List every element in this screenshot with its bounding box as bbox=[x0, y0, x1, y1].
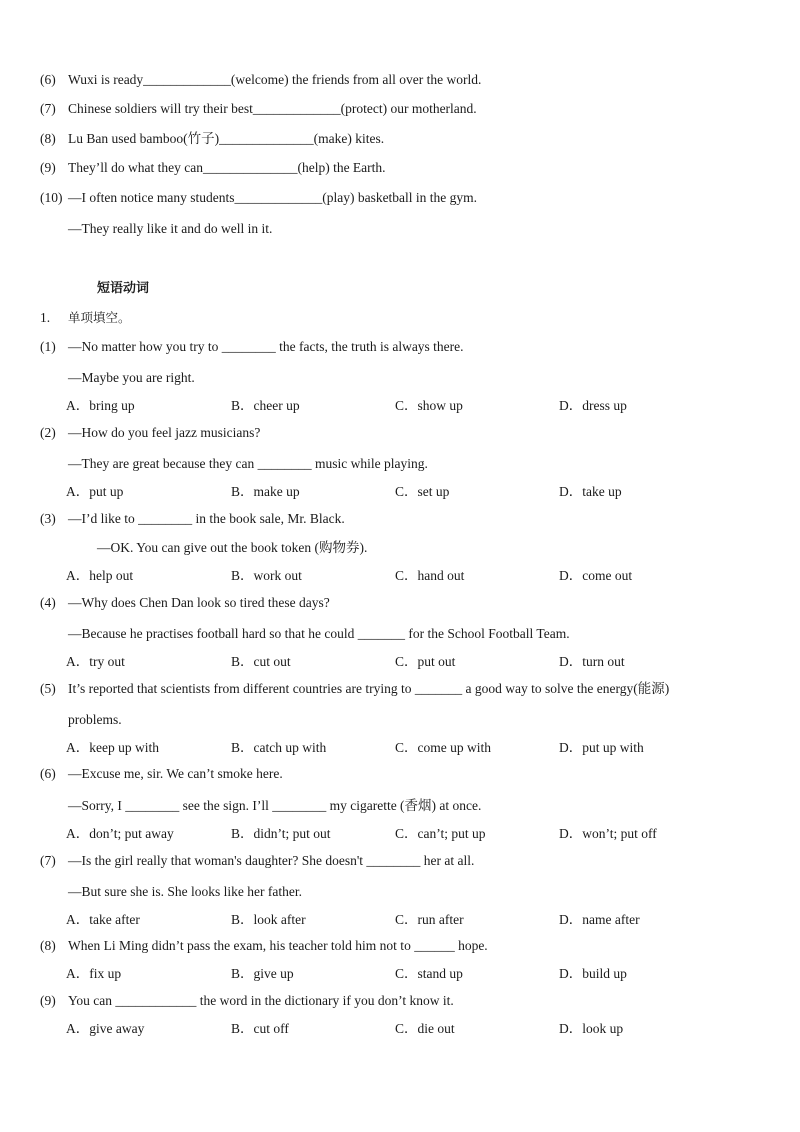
option-b: B．work out bbox=[231, 568, 302, 583]
option-b: B．cut out bbox=[231, 654, 291, 669]
question-line: —Maybe you are right. bbox=[68, 370, 195, 385]
option-d: D．dress up bbox=[559, 398, 627, 413]
question-line: —Excuse me, sir. We can’t smoke here. bbox=[68, 766, 283, 781]
option-b: B．catch up with bbox=[231, 740, 327, 755]
question-line: —Is the girl really that woman's daughter? She doesn't ________ her at all. bbox=[68, 853, 475, 868]
option-b: B．make up bbox=[231, 484, 300, 499]
option-c: C．show up bbox=[395, 398, 463, 413]
item-text: Chinese soldiers will try their best_____________(protect) our motherland. bbox=[68, 101, 477, 116]
option-c: C．put out bbox=[395, 654, 456, 669]
item-text: —They really like it and do well in it. bbox=[68, 221, 273, 236]
question-number: (5) bbox=[40, 681, 56, 696]
option-a: A．help out bbox=[66, 568, 134, 583]
question-line: —But sure she is. She looks like her father. bbox=[68, 884, 302, 899]
question-number: (7) bbox=[40, 853, 56, 868]
item-text: They’ll do what they can______________(help) the Earth. bbox=[68, 160, 386, 175]
option-d: D．turn out bbox=[559, 654, 625, 669]
option-c: C．come up with bbox=[395, 740, 491, 755]
option-a: A．take after bbox=[66, 912, 140, 927]
option-d: D．won’t; put off bbox=[559, 826, 657, 841]
option-a: A．fix up bbox=[66, 966, 122, 981]
option-d: D．look up bbox=[559, 1021, 624, 1036]
option-d: D．take up bbox=[559, 484, 622, 499]
question-line: problems. bbox=[68, 712, 122, 727]
option-d: D．name after bbox=[559, 912, 640, 927]
item-text: Lu Ban used bamboo(竹子)______________(make) kites. bbox=[68, 131, 385, 146]
question-line: —No matter how you try to ________ the facts, the truth is always there. bbox=[68, 339, 464, 354]
part-number: 1. bbox=[40, 310, 51, 325]
option-a: A．don’t; put away bbox=[66, 826, 174, 841]
question-number: (3) bbox=[40, 511, 56, 526]
item-number: (7) bbox=[40, 101, 56, 116]
question-line: —Because he practises football hard so that he could _______ for the School Football Team. bbox=[68, 626, 570, 641]
question-line: When Li Ming didn’t pass the exam, his teacher told him not to ______ hope. bbox=[68, 938, 488, 953]
item-number: (10) bbox=[40, 190, 63, 205]
option-d: D．put up with bbox=[559, 740, 644, 755]
option-b: B．cut off bbox=[231, 1021, 289, 1036]
option-a: A．put up bbox=[66, 484, 124, 499]
option-b: B．give up bbox=[231, 966, 294, 981]
item-number: (6) bbox=[40, 72, 56, 87]
question-number: (2) bbox=[40, 425, 56, 440]
option-c: C．hand out bbox=[395, 568, 465, 583]
question-line: —Sorry, I ________ see the sign. I’ll ________ my cigarette (香烟) at once. bbox=[68, 798, 482, 813]
option-c: C．can’t; put up bbox=[395, 826, 486, 841]
option-c: C．run after bbox=[395, 912, 464, 927]
question-number: (1) bbox=[40, 339, 56, 354]
item-text: Wuxi is ready_____________(welcome) the friends from all over the world. bbox=[68, 72, 482, 87]
option-b: B．look after bbox=[231, 912, 306, 927]
item-number: (9) bbox=[40, 160, 56, 175]
option-a: A．keep up with bbox=[66, 740, 159, 755]
option-c: C．set up bbox=[395, 484, 450, 499]
question-line: —They are great because they can ________ music while playing. bbox=[68, 456, 428, 471]
question-line: —I’d like to ________ in the book sale, Mr. Black. bbox=[68, 511, 345, 526]
question-number: (4) bbox=[40, 595, 56, 610]
option-d: D．come out bbox=[559, 568, 633, 583]
option-c: C．stand up bbox=[395, 966, 463, 981]
question-number: (9) bbox=[40, 993, 56, 1008]
option-a: A．give away bbox=[66, 1021, 145, 1036]
question-number: (6) bbox=[40, 766, 56, 781]
part-instruction: 单项填空。 bbox=[68, 310, 131, 325]
section-title: 短语动词 bbox=[97, 281, 150, 296]
item-number: (8) bbox=[40, 131, 56, 146]
option-b: B．didn’t; put out bbox=[231, 826, 331, 841]
option-a: A．bring up bbox=[66, 398, 135, 413]
question-line: You can ____________ the word in the dictionary if you don’t know it. bbox=[68, 993, 454, 1008]
option-b: B．cheer up bbox=[231, 398, 300, 413]
item-text: —I often notice many students_____________(play) basketball in the gym. bbox=[68, 190, 478, 205]
option-c: C．die out bbox=[395, 1021, 455, 1036]
option-d: D．build up bbox=[559, 966, 627, 981]
question-line: —Why does Chen Dan look so tired these days? bbox=[68, 595, 330, 610]
option-a: A．try out bbox=[66, 654, 125, 669]
question-line: —How do you feel jazz musicians? bbox=[68, 425, 261, 440]
question-line: —OK. You can give out the book token (购物券). bbox=[97, 540, 368, 555]
question-number: (8) bbox=[40, 938, 56, 953]
question-line: It’s reported that scientists from different countries are trying to _______ a good way to solve the energy(能源) bbox=[68, 681, 670, 696]
